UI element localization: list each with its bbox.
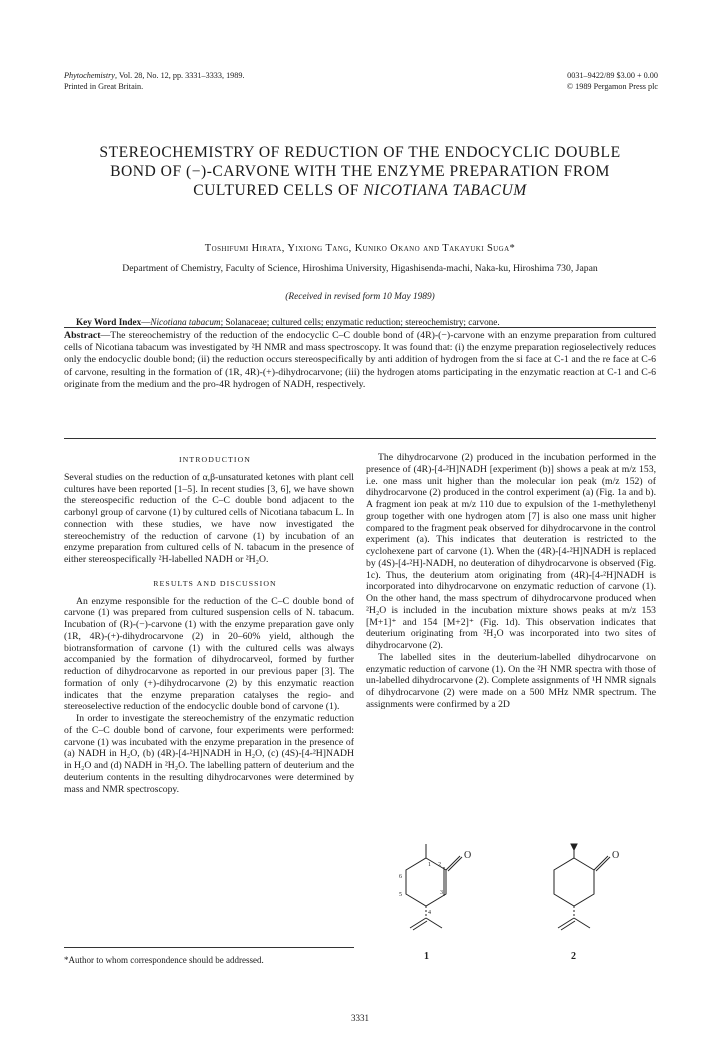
footnote: *Author to whom correspondence should be addressed. — [64, 955, 264, 965]
structure-1-c6: 6 — [399, 874, 402, 880]
structure-1-c4: 4 — [428, 910, 431, 916]
issn: 0031–9422/89 $3.00 + 0.00 — [567, 71, 658, 80]
affiliation: Department of Chemistry, Faculty of Science, Hiroshima University, Higashisenda-machi, Naka-ku, Hiroshima 730, Japan — [122, 263, 598, 274]
journal-citation: , Vol. 28, No. 12, pp. 3331–3333, 1989. — [114, 71, 245, 80]
abstract-text: —The stereochemistry of the reduction of the endocyclic C–C double bond of (4R)-(−)-carvone with an enzyme preparation from cultured cells of Nicotiana tabacum was investigated by ²H NMR and mass spectroscopy. It was found that: (i) the enzyme preparation regioselectively reduces only the endocyclic double bond; (ii) the reduction occurs stereospecifically by anti addition of hydrogen from the si face at C-1 and the re face at C-6 of carvone, resulting in the formation of (1R, 4R)-(+)-dihydrocarvone; (iii) the hydrogen atoms participating in the enzymatic reaction at C-1 and C-6 originate from the medium and the pro-4R hydrogen of NADH, respectively. — [64, 330, 656, 390]
footnote-rule — [64, 947, 354, 948]
structure-2-label: 2 — [571, 951, 576, 962]
structure-1-oxygen: O — [464, 850, 472, 861]
article-title — [40, 143, 680, 200]
copyright: © 1989 Pergamon Press plc — [566, 82, 658, 91]
structure-2-oxygen: O — [612, 850, 620, 861]
structure-1-labels — [399, 850, 471, 962]
results-paragraph-1: An enzyme responsible for the reduction of the C–C double bond of carvone (1) was prepared from cultured suspension cells of N. tabacum. Incubation of (R)-(−)-carvone (1) with the enzyme preparation gave only (1R, 4R)-(+)-dihydrocarvone (2) in 20–60% yield, although the biotransformation of carvone (1) with the cultured cells was always accompanied by the formation of dihydrocarveol, formed by further reduction of dihydrocarvone as reported in our previous paper [3]. The formation of only (+)-dihydrocarvone (2) by this enzymatic reaction indicates that the enzyme preparation catalyses the regio- and stereoselective reduction of the endocyclic double bond of carvone (1). — [64, 595, 354, 713]
structure-2-labels — [571, 850, 619, 962]
introduction-paragraph: Several studies on the reduction of α,β-unsaturated ketones with plant cell cultures have been reported [1–5]. In recent studies [3, 6], we have shown the stereospecific reduction of the C–C double bond adjacent to the carbonyl group of carvone (1) by cultured cells of Nicotiana tabacum L. In connection with these studies, we have now investigated the stereochemistry of the reduction of carvone (1) by incubation of an enzyme preparation from cultured cells of N. tabacum in the presence of either stereospecifically ²H-labelled NADH or ²H₂O. — [64, 471, 354, 565]
title-line-3-text: CULTURED CELLS OF — [193, 182, 364, 199]
right-column — [366, 452, 656, 711]
keyword-label: Key Word Index — [76, 317, 142, 327]
structure-1-c2: 2 — [438, 862, 441, 868]
title-line-1: STEREOCHEMISTRY OF REDUCTION OF THE ENDOCYCLIC DOUBLE — [99, 144, 621, 161]
left-column — [64, 454, 354, 795]
structure-1-c3: 3 — [440, 890, 443, 896]
structure-1-c5: 5 — [399, 892, 402, 898]
structure-1-c1: 1 — [428, 862, 431, 868]
abstract-bottom-rule — [64, 438, 656, 439]
abstract-top-rule — [64, 327, 656, 328]
title-line-2: BOND OF (−)-CARVONE WITH THE ENZYME PREPARATION FROM — [110, 163, 610, 180]
keyword-species: Nicotiana tabacum — [150, 317, 221, 327]
right-paragraph-2: The labelled sites in the deuterium-labelled dihydrocarvone on enzymatic reduction of carvone (1). On the ²H NMR spectra with those of un-labelled dihydrocarvone (2). Complete assignments of ¹H NMR signals of dihydrocarvone (2) were made on a 500 MHz NMR spectrum. The assignments were confirmed by a 2D — [366, 651, 656, 710]
keyword-list: ; Solanaceae; cultured cells; enzymatic reduction; stereochemistry; carvone. — [220, 317, 500, 327]
journal-header — [64, 70, 245, 92]
right-paragraph-1: The dihydrocarvone (2) produced in the incubation performed in the presence of (4R)-[4-²H]NADH [experiment (b)] shows a peak at m/z 153, i.e. one mass unit higher than the molecular ion peak (m/z 152) of dihydrocarvone (2) produced in the control experiment (a) (Fig. 1a and b). A fragment ion peak at m/z 110 due to expulsion of the 1-methylethenyl group together with one hydrogen atom [7] is also one mass unit higher compared to the fragment peak observed for dihydrocarvone in the control experiment (a). This indicates that deuteration is restricted to the cyclohexene part of carvone (1). When the (4R)-[4-²H]NADH is replaced by (4S)-[4-²H]-NADH, no deuteration of dihydrocarvone is observed (Fig. 1c). Thus, the deuterium atom originating from (4R)-[4-²H]NADH is incorporated into dihydrocarvone on enzymatic reduction of carvone (1). On the other hand, the mass spectrum of dihydrocarvone produced when ²H₂O is included in the incubation mixture shows peaks at m/z 153 [M+1]⁺ and 154 [M+2]⁺ (Fig. 1d). This observation indicates that deuterium originating from ²H₂O was incorporated into two sites of dihydrocarvone (2). — [366, 452, 656, 651]
title-line-3 — [40, 181, 680, 200]
printed-in: Printed in Great Britain. — [64, 82, 144, 91]
keyword-dash: — — [141, 317, 151, 327]
results-paragraph-2: In order to investigate the stereochemistry of the enzymatic reduction of the C–C double bond of carvone, four experiments were performed: carvone (1) was incubated with the enzyme preparation in the presence of (a) NADH in H₂O, (b) (4R)-[4-²H]NADH in H₂O, (c) (4S)-[4-²H]NADH in H₂O and (d) NADH in ²H₂O. The labelling pattern of deuterium and the deuterium contents in the resulting dihydrocarvones were determined by mass and NMR spectroscopy. — [64, 713, 354, 795]
journal-name: Phytochemistry — [64, 71, 115, 80]
abstract — [64, 330, 656, 391]
introduction-heading: INTRODUCTION — [178, 455, 252, 464]
keyword-index — [76, 317, 676, 327]
authors: Toshifumi Hirata, Yixiong Tang, Kuniko Okano and Takayuki Suga* — [204, 243, 516, 254]
results-heading: RESULTS AND DISCUSSION — [153, 578, 277, 588]
abstract-label: Abstract — [64, 330, 101, 341]
structure-2 — [554, 844, 610, 930]
title-species: NICOTIANA TABACUM — [363, 182, 527, 199]
structure-1 — [406, 844, 462, 930]
carvone-structures — [366, 842, 656, 962]
publisher-info — [567, 70, 658, 92]
received-date: (Received in revised form 10 May 1989) — [285, 292, 435, 302]
page-number: 3331 — [351, 1013, 369, 1023]
structure-1-label: 1 — [424, 951, 429, 962]
